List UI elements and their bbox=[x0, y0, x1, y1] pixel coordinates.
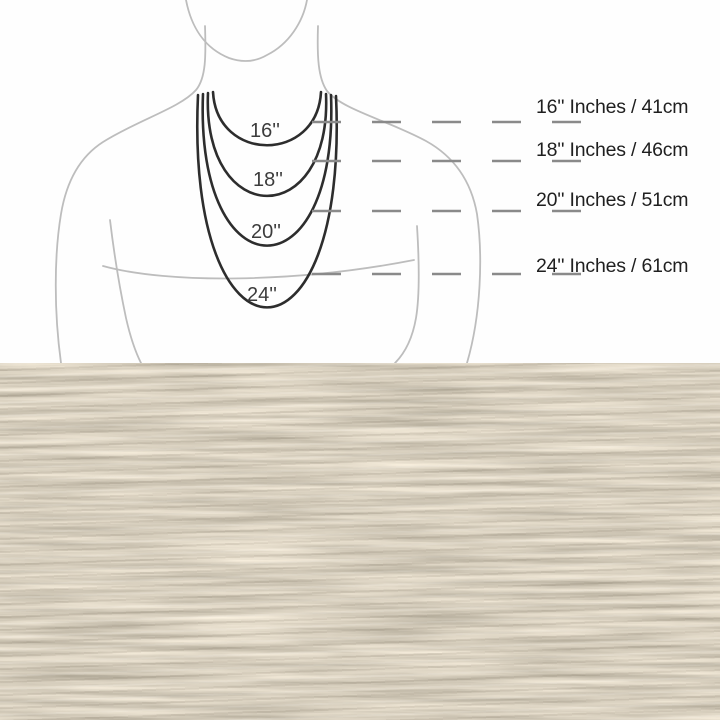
length-label-18: 18'' Inches / 46cm bbox=[536, 139, 689, 161]
wood-background-section bbox=[0, 363, 720, 720]
arc-size-label-16: 16'' bbox=[250, 120, 280, 142]
arc-size-label-20: 20'' bbox=[251, 221, 281, 243]
length-label-16: 16'' Inches / 41cm bbox=[536, 96, 689, 118]
arc-size-label-18: 18'' bbox=[253, 169, 283, 191]
wood-grain-overlay bbox=[0, 363, 720, 720]
length-label-24: 24'' Inches / 61cm bbox=[536, 255, 689, 277]
arc-size-label-24: 24'' bbox=[247, 284, 277, 306]
length-label-20: 20'' Inches / 51cm bbox=[536, 189, 689, 211]
